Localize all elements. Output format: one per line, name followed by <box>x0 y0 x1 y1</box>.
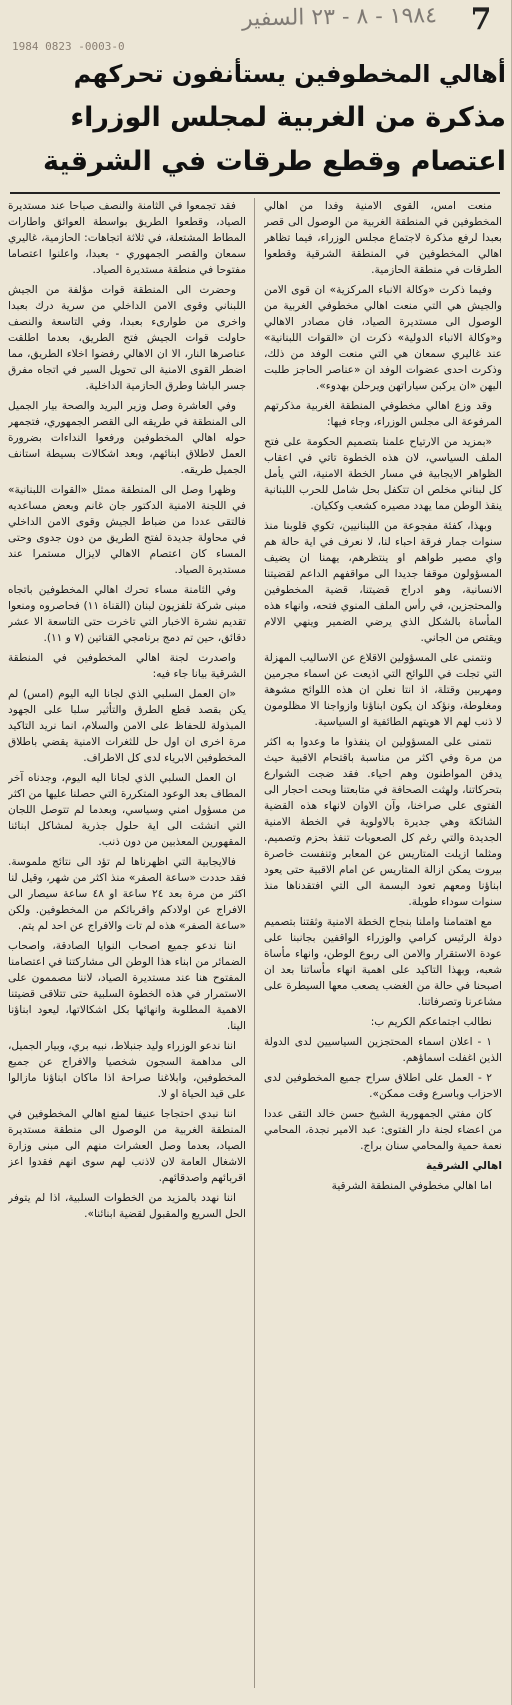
paragraph: «بمزيد من الارتياح علمنا بتصميم الحكومة على فتح الملف السياسي، لان هذه الخطوة تاتي في اعقاب الظواهر الايجابية في مسار الخطة الامنية، التي يأمل كل لبناني مخلص ان تتكفل بحل شامل للحرب اللبنانية ينقذ الوطن مما يهدد مصيره كشعب وككيان. <box>264 436 502 512</box>
paragraph: ونتمنى على المسؤولين الاقلاع عن الاساليب المهزلة التي تجلت في اللوائح التي اذيعت عن اسماء مجرمين ومهربين وقتلة، اذ انتا نعلن ان هذه اللوائح مشوهة ومغلوطة، ونؤكد ان يكون ابناؤنا وازواجنا الا مظلومون لا ذنب لهم الا هويتهم الطائفية او السياسية. <box>264 652 502 728</box>
subheading: اهالي الشرقية <box>425 1160 502 1172</box>
headline-line-2: مذكرة من الغربية لمجلس الوزراء <box>70 102 506 133</box>
paragraph: كان مفتي الجمهورية الشيخ حسن خالد التقى عددا من اعضاء لجنة دار الفتوى: عبد الامير نجدة، المحامي نعمة حمية والمحامي سنان براج. <box>264 1108 502 1152</box>
paragraph: وبهذا، كفئة مفجوعة من اللبنانيين، تكوي قلوبنا منذ سنوات جمار فرقة احباء لنا، لا نعرف في اية حالة هم واي مصير طواهم او ينتظرهم، يهمنا ان يضيف المسؤولون موقفا جديدا الى مواقفهم الداعم لقضيتنا الانسانية، وهو ادراج قضيتنا، قضية المخطوفين والمحتجزين، في رأس الملف المنوي فتحه، وانهاء هذه المأساة بالشكل الذي يرضي الضمير وينهي الالام ويقتص من الجاني. <box>264 520 502 644</box>
paragraph: فقد تجمعوا في الثامنة والنصف صباحا عند مستديرة الصياد، وقطعوا الطريق بواسطة العوائق واطارات المطاط المشتعلة، في ثلاثة اتجاهات: الحازمية، غاليري سمعان والقصر الجمهوري - بعبدا، واعلنوا اعتصاما مفتوحا في منطقة مستديرة الصياد. <box>8 200 246 276</box>
paragraph: نطالب اجتماعكم الكريم ب: <box>370 1016 492 1028</box>
paragraph: ٢ - العمل على اطلاق سراح جميع المخطوفين لدى الاحزاب وباسرع وقت ممكن». <box>264 1072 502 1100</box>
paragraph: فالايجابية التي اظهرناها لم تؤد الى نتائج ملموسة. فقد حددت «ساعة الصفر» منذ اكثر من شهر، وقيل لنا اكثر من مرة بعد ٢٤ ساعة او ٤٨ ساعة سيصار الى الافراج عن اولادكم واقربائكم من المخطوفين. ولكن «ساعة الصفر» هذه لم تات والافراج عن احد لم يتم. <box>8 856 246 932</box>
paragraph: وفي الثامنة مساء تحرك اهالي المخطوفين باتجاه مبنى شركة تلفزيون لبنان (القناة ١١) فحاصروه ومنعوا تقديم نشرة الاخبار التي تاخرت حتى التاسعة الا عشر دقائق، حين تم دمج برنامجي القناتين (٧ و ١١). <box>8 584 246 644</box>
paragraph: اما اهالي مخطوفي المنطقة الشرقية <box>331 1180 492 1192</box>
article-column-left <box>8 198 246 1693</box>
paragraph: نتمنى على المسؤولين ان ينفذوا ما وعدوا به اكثر من مرة وفي اكثر من مناسبة باقتحام الاقبية حيث يدفن المواطنون وهم احياء. فقد ضجت الشوارع بتحركاتنا، ولهثت الصحافة في متابعتنا وبحت احجار الى الفتوى على صراخنا، وآن الاوان لانهاء هذه القضية الشائكة وهي جديرة بالاولوية في الخطة الامنية الجديدة والتي رغم كل الصعوبات تنفذ بحزم وتصميم. ومثلما ازيلت المتاريس عن المعابر وتنفست خاصرة بيروت يمكن ازالة المتاريس عن امام الاقبية حتى يعود ابناؤنا ومعهم تعود البسمة الى التي افتقدناها منذ سنوات سوداء طويلة. <box>264 736 502 908</box>
article-columns <box>8 198 502 1693</box>
paragraph: وفيما ذكرت «وكالة الانباء المركزية» ان قوى الامن والجيش هي التي منعت اهالي مخطوفي الغربية من الوصول الى مستديرة الصياد، فان مصادر الاهالي و«وكالة الانباء الدولية» ذكرت ان «القوات اللبنانية» عند غاليري سمعان هي التي منعت الوفد من ذلك، وذكرت احدى عضوات الوفد ان «عناصر الحاجز طلبت اليهن «ان يركبن سياراتهن ويرحلن بهدوء». <box>264 284 502 392</box>
paragraph: واصدرت لجنة اهالي المخطوفين في المنطقة الشرقية بيانا جاء فيه: <box>8 652 246 680</box>
article-column-right <box>264 198 502 1693</box>
paragraph: اننا ندعو الوزراء وليد جنبلاط، نبيه بري، وبيار الجميل، الى مداهمة السجون شخصيا والافراج عن جميع المخطوفين، وابلاغنا صراحة اذا ماكان ابناؤنا مازالوا على قيد الحياة او لا. <box>8 1040 246 1100</box>
headline-line-1: أهالي المخطوفين يستأنفون تحركهم <box>73 60 506 88</box>
headline <box>6 52 506 184</box>
paragraph: ١ - اعلان اسماء المحتجزين السياسيين لدى الدولة الذين اغفلت اسماؤهم. <box>264 1036 502 1064</box>
headline-rule <box>10 192 500 194</box>
paragraph: ان العمل السلبي الذي لجانا اليه اليوم، وجدناه آخر المطاف بعد الوعود المتكررة التي حصلنا عليها من اكثر من مسؤول امني وسياسي، وبعدما لم تتوصل اللجان التي انشئت الى اية حلول جذرية لمشاكل ابنائنا المقهورين المعذبين من دون ذنب. <box>8 772 246 848</box>
handwritten-date: ١٩٨٤ - ٨ - ٢٣ السفير <box>241 3 438 32</box>
paragraph: اننا ندعو جميع اصحاب النوايا الصادقة، واصحاب الضمائر من ابناء هذا الوطن الى مشاركتنا في اعتصامنا المفتوح هنا عند مستديرة الصياد، لاننا مصممون على الاستمرار في هذه الخطوة السلبية حتى تتلاقى قضيتنا الاهمية المطلوبة وانهائها بكل اشكالاتها، ليعود ابناؤنا الينا. <box>8 940 246 1032</box>
archive-stamp: 1984 0823 -0003-0 <box>12 40 125 53</box>
paragraph: منعت امس، القوى الامنية وفدا من اهالي المخطوفين في المنطقة الغربية من الوصول الى قصر بعبدا لرفع مذكرة لاجتماع مجلس الوزراء، فيما تظاهر اهالي المخطوفين في المنطقة الشرقية وقطعوا الطرقات في منطقة الحازمية. <box>264 200 502 276</box>
paragraph: وقد وزع اهالي مخطوفي المنطقة الغربية مذكرتهم المرفوعة الى مجلس الوزراء، وجاء فيها: <box>264 400 502 428</box>
paragraph: وفي العاشرة وصل وزير البريد والصحة بيار الجميل الى المنطقة في طريقه الى القصر الجمهوري، فتجمهر حوله اهالي المخطوفين ورفعوا النداءات بضرورة العمل لاطلاق ابنائهم، وبعد اشكالات بسيطة استانف الجميل طريقه. <box>8 400 246 476</box>
paragraph: اننا نبدي احتجاجا عنيفا لمنع اهالي المخطوفين في المنطقة الغربية من الوصول الى منطقة مستديرة الصياد، بعدما وصل العشرات منهم الى مبنى وزارة الاشغال العامة لان لاذنب لهم سوى انهم فقدوا اعز اقربائهم واصدقائهم. <box>8 1108 246 1184</box>
paragraph: وحضرت الى المنطقة قوات مؤلفة من الجيش اللبناني وقوى الامن الداخلي من سرية درك بعبدا واخرى من طوارىء بعبدا، وفي التاسعة والنصف حاولت قوات الجيش فتح الطريق، بعدما اطلقت عناصرها النار، الا ان الاهالي رفضوا اخلاء الطريق، مما اضطر القوى الامنية الى تحويل السير في اتجاه مفرق جسر الباشا وطرق الحازمية الداخلية. <box>8 284 246 392</box>
paragraph: «ان العمل السلبي الذي لجانا اليه اليوم (امس) لم يكن بقصد قطع الطرق والتأثير سلبا على الجهود المبذولة للحفاظ على الامن والسلام، انما نريد التاكيد مرة اخرى ان اول حل للثغرات الامنية يقضي باطلاق المخطوفين الابرياء لدى كل الاطراف. <box>8 688 246 764</box>
headline-line-3: اعتصام وقطع طرقات في الشرقية <box>43 146 506 177</box>
paragraph: مع اهتمامنا واملنا بنجاح الخطة الامنية وثقتنا بتصميم دولة الرئيس كرامي والوزراء الواقفين بجانبنا على عودة الاستقرار والامن الى ربوع الوطن، وانهاء مأساة شعبه، وبهذا التاكيد على اهمية انهاء مأساتنا بعد ان اصبحنا في حالة من الغضب يصعب معها السيطرة على مشاعرنا وتصرفاتنا. <box>264 916 502 1008</box>
page-number: 7 <box>470 2 492 37</box>
paragraph: وظهرا وصل الى المنطقة ممثل «القوات اللبنانية» في اللجنة الامنية الدكتور جان غانم وبعض مساعديه فالتقى عددا من ضباط الجيش وقوى الامن الداخلي في محاولة جديدة لفتح الطريق من دون جدوى وحتى المساء كان اعتصام الاهالي لايزال مستمرا عند مستديرة الصياد. <box>8 484 246 576</box>
paragraph: اننا نهدد بالمزيد من الخطوات السلبية، اذا لم يتوفر الحل السريع والمقبول لقضية ابنائنا». <box>8 1192 246 1220</box>
